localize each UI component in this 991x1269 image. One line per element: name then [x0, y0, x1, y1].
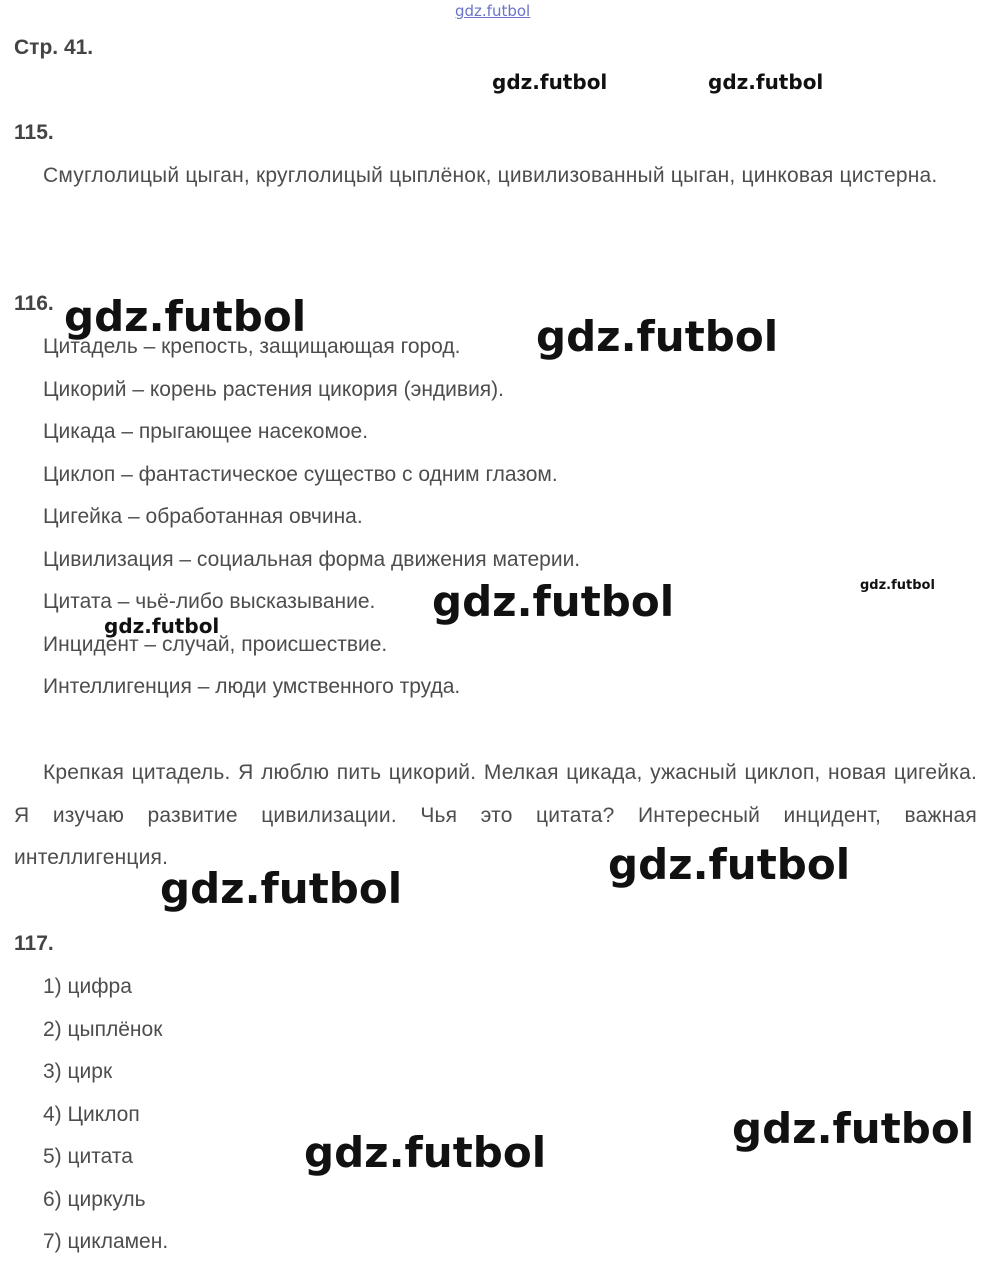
watermark-top-link[interactable]: gdz.futbol [455, 2, 531, 20]
exercise-116-number: 116. [14, 292, 54, 315]
watermark: gdz.futbol [160, 864, 403, 913]
watermark: gdz.futbol [536, 312, 779, 361]
list-item: 3) цирк [43, 1060, 113, 1083]
list-item: Цитата – чьё-либо высказывание. [43, 590, 376, 613]
list-item: 6) циркуль [43, 1187, 146, 1211]
watermark: gdz.futbol [708, 70, 824, 94]
list-item: Цивилизация – социальная форма движения материи. [43, 547, 581, 571]
list-item: 4) Циклоп [43, 1102, 140, 1126]
watermark: gdz.futbol [104, 614, 220, 638]
watermark: gdz.futbol [608, 840, 851, 889]
exercise-115-text: Смуглолицый цыган, круглолицый цыплёнок, цивилизованный цыган, цинковая цистерна. [43, 164, 938, 187]
list-item: 5) цитата [43, 1145, 133, 1168]
watermark: gdz.futbol [432, 577, 675, 626]
list-item: 1) цифра [43, 975, 132, 998]
list-item: 2) цыплёнок [43, 1017, 163, 1041]
exercise-117-answers [43, 966, 168, 1264]
watermark: gdz.futbol [64, 292, 307, 341]
exercise-116-sentences: Крепкая цитадель. Я люблю пить цикорий. Мелкая цикада, ужасный циклоп, новая цигейка. Я изучаю развитие цивилизации. Чья это цитата? Интересный инцидент, важная интеллигенция. [14, 761, 977, 869]
watermark: gdz.futbol [304, 1128, 547, 1177]
exercise-115-number: 115. [14, 121, 54, 144]
list-item: 7) цикламен. [43, 1230, 169, 1253]
list-item: Цигейка – обработанная овчина. [43, 505, 363, 528]
list-item: Цикорий – корень растения цикория (эндивия). [43, 377, 504, 401]
watermark: gdz.futbol [860, 578, 935, 593]
list-item: Цитадель – крепость, защищающая город. [43, 335, 461, 358]
list-item: Цикада – прыгающее насекомое. [43, 420, 369, 443]
exercise-117-number: 117. [14, 932, 54, 955]
list-item: Интеллигенция – люди умственного труда. [43, 675, 461, 698]
watermark: gdz.futbol [732, 1104, 975, 1153]
page-label: Стр. 41. [14, 36, 94, 59]
list-item: Инцидент – случай, происшествие. [43, 632, 388, 656]
exercise-116-definitions [43, 326, 580, 709]
watermark: gdz.futbol [492, 70, 608, 94]
list-item: Циклоп – фантастическое существо с одним глазом. [43, 462, 558, 486]
